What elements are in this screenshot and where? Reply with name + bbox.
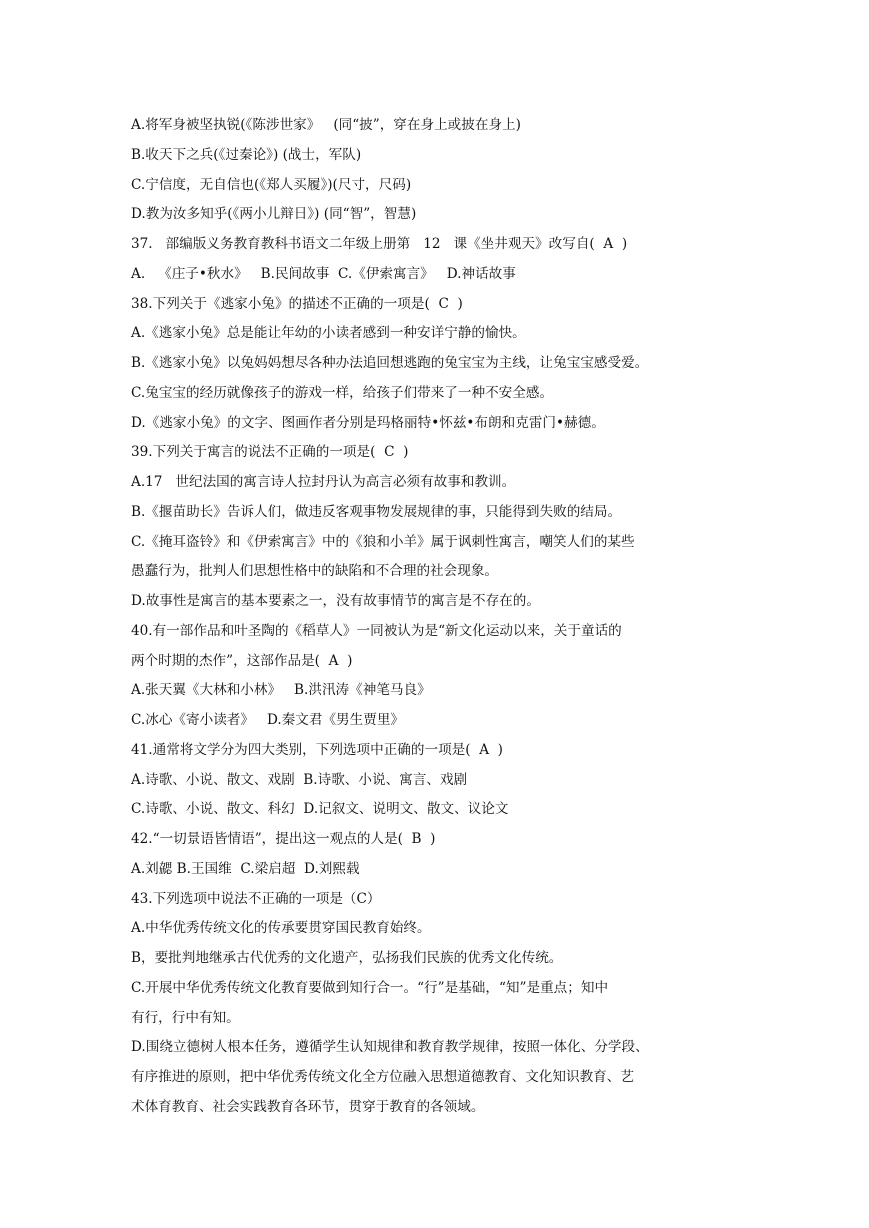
text-line: 40.有一部作品和叶圣陶的《稻草人》一同被认为是“新文化运动以来，关于童话的 xyxy=(131,622,622,639)
text-line: C.冰心《寄小读者》 D.秦文君《男生贾里》 xyxy=(131,712,405,728)
text-line: A.刘勰 B.王国维 C.梁启超 D.刘熙载 xyxy=(131,860,360,877)
text-line: 有序推进的原则，把中华优秀传统文化全方位融入思想道德教育、文化知识教育、艺 xyxy=(131,1069,634,1085)
text-line: D.故事性是寓言的基本要素之一，没有故事情节的寓言是不存在的。 xyxy=(131,593,540,609)
text-line: 两个时期的杰作”，这部作品是( A ) xyxy=(131,652,353,669)
text-line: 43.下列选项中说法不正确的一项是（C） xyxy=(131,890,381,907)
text-line: C.诗歌、小说、散文、科幻 D.记叙文、说明文、散文、议论文 xyxy=(131,801,509,818)
text-line: 有行，行中有知。 xyxy=(131,1009,240,1026)
text-line: D.《逃家小兔》的文字、图画作者分别是玛格丽特•怀兹•布朗和克雷门•赫德。 xyxy=(131,414,605,431)
text-line: A.将军身被坚执锐(《陈涉世家》 (同“披”，穿在身上或披在身上) xyxy=(131,117,521,133)
text-line: A.诗歌、小说、散文、戏剧 B.诗歌、小说、寓言、戏剧 xyxy=(131,771,468,788)
text-line: 38.下列关于《逃家小兔》的描述不正确的一项是( C ) xyxy=(131,295,463,312)
text-line: D.教为汝多知乎(《两小儿辩日》) (同“智”，智慧) xyxy=(131,206,417,223)
text-line: C.兔宝宝的经历就像孩子的游戏一样，给孩子们带来了一种不安全感。 xyxy=(131,384,554,401)
text-line: A.17 世纪法国的寓言诗人拉封丹认为高言必须有故事和教训。 xyxy=(131,474,516,490)
text-line: 42.“一切景语皆情语”，提出这一观点的人是( B ) xyxy=(131,831,436,847)
text-line: B.《逃家小兔》以兔妈妈想尽各种办法追回想逃跑的兔宝宝为主线，让兔宝宝感受爱。 xyxy=(131,355,649,371)
text-line: B.收天下之兵(《过秦论》) (战士，军队) xyxy=(131,146,362,163)
text-line: A.张天翼《大林和小林》 B.洪汛涛《神笔马良》 xyxy=(131,682,431,699)
text-line: B，要批判地继承古代优秀的文化遗产，弘扬我们民族的优秀文化传统。 xyxy=(131,950,563,966)
text-line: 术体育教育、社会实践教育各环节，贯穿于教育的各领域。 xyxy=(131,1098,485,1115)
text-line: C.《掩耳盗铃》和《伊索寓言》中的《狼和小羊》属于讽刺性寓言，嘲笑人们的某些 xyxy=(131,533,635,550)
text-line: A. 《庄子•秋水》 B.民间故事 C.《伊索寓言》 D.神话故事 xyxy=(131,265,516,282)
text-line: C.开展中华优秀传统文化教育要做到知行合一。“行”是基础，“知”是重点；知中 xyxy=(131,979,609,996)
text-line: A.中华优秀传统文化的传承要贯穿国民教育始终。 xyxy=(131,920,431,937)
text-line: B.《揠苗助长》告诉人们，做违反客观事物发展规律的事，只能得到失败的结局。 xyxy=(131,503,622,520)
text-line: 愚蠢行为，批判人们思想性格中的缺陷和不合理的社会现象。 xyxy=(131,563,499,580)
text-line: 41.通常将文学分为四大类别，下列选项中正确的一项是( A ) xyxy=(131,741,503,758)
text-line: A.《逃家小兔》总是能让年幼的小读者感到一种安详宁静的愉快。 xyxy=(131,325,526,342)
text-line: C.宁信度，无自信也(《郑人买履》)(尺寸，尺码) xyxy=(131,176,412,193)
document-text xyxy=(131,111,741,1123)
text-line: 39.下列关于寓言的说法不正确的一项是( C ) xyxy=(131,444,409,461)
text-line: 37. 部编版义务教育教科书语文二年级上册第 12 课《坐井观天》改写自( A ) xyxy=(131,236,628,252)
text-line: D.围绕立德树人根本任务，遵循学生认知规律和教育教学规律，按照一体化、分学段、 xyxy=(131,1039,649,1056)
